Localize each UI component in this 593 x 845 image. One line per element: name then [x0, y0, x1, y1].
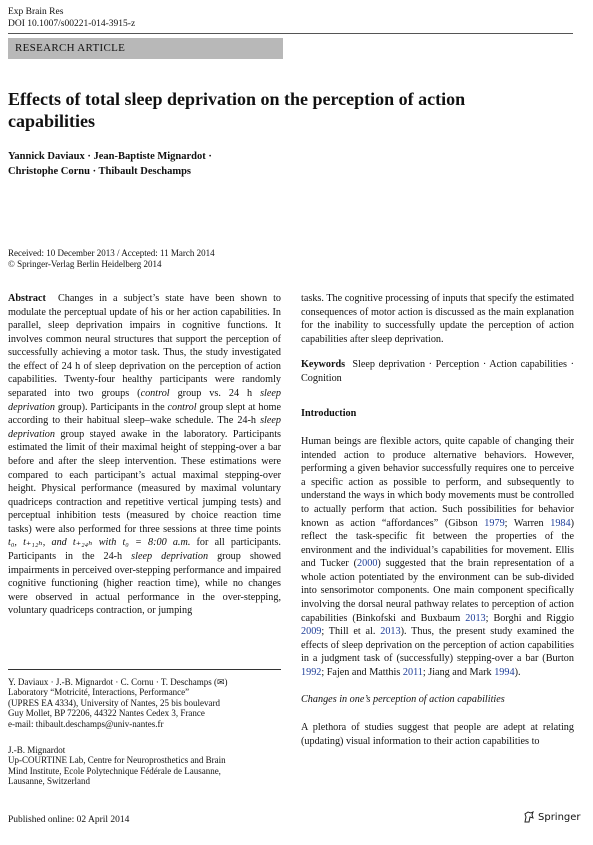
copyright: © Springer-Verlag Berlin Heidelberg 2014 [8, 259, 162, 269]
received-date: Received: 10 December 2013 / Accepted: 11 March 2014 [8, 248, 215, 258]
publisher-name: Springer [538, 811, 581, 823]
header-rule [8, 33, 573, 34]
authors-line-1: Yannick Daviaux · Jean-Baptiste Mignardot · [8, 151, 212, 162]
authors-line-2: Christophe Cornu · Thibault Deschamps [8, 166, 192, 177]
journal-name: Exp Brain Res [8, 7, 64, 17]
authors [8, 149, 368, 179]
article-type-banner [8, 38, 283, 59]
publisher-logo [523, 811, 581, 823]
introduction-paragraph: Human beings are flexible actors, quite capable of changing their intended action to produce alternative behaviors. However, performing a given behavior successfully requires one to perceive a specific action as possible to perform, and subsequently to understand the ways in which body movements must be controlled to actually perform that action. Such possibilities for behavior known as action “affordances” (Gibson 1979; Warren 1984) reflect the task-specific fit between the properties of the environment and the individual’s capabilities for movement. Ellis and Tucker (2000) suggested that the brain representation of a whole action potentiated by the environment can be sub-divided into sensorimotor components. One main component specifically involving the dorsal neural pathway relates to perception of action capabilities (Binkofski and Buxbaum 2013; Borghi and Riggio 2009; Thill et al. 2013). Thus, the present study examined the effects of sleep deprivation on the perception of action capabilities in a judgment task of (successfully) stepping-over a bar (Burton 1992; Fajen and Matthis 2011; Jiang and Mark 1994). [301, 436, 575, 678]
author-email[interactable]: e-mail: thibault.deschamps@univ-nantes.fr [8, 718, 164, 729]
doi[interactable]: DOI 10.1007/s00221-014-3915-z [8, 19, 136, 29]
article-dates [8, 248, 215, 270]
citation-link[interactable]: 2009 [301, 626, 322, 638]
citation-link[interactable]: 1984 [550, 517, 571, 529]
footnote-rule [8, 669, 281, 670]
subsection-heading: Changes in one’s perception of action capabilities [301, 694, 505, 706]
citation-link[interactable]: 2013 [380, 626, 401, 638]
citation-link[interactable]: 1992 [301, 666, 322, 678]
abstract-continued: tasks. The cognitive processing of inputs that specify the estimated consequences of motor action is discussed as the main explanation for the inability to successfully update the perception of action capabilities after sleep deprivation. [301, 293, 574, 345]
citation-link[interactable]: 2000 [357, 558, 378, 570]
abstract-label: Abstract [8, 293, 46, 304]
article-type: RESEARCH ARTICLE [15, 42, 126, 54]
subsection-paragraph: A plethora of studies suggest that people are adept at relating (updating) visual information to their action capabilities to [301, 722, 574, 747]
published-date: Published online: 02 April 2014 [8, 815, 130, 825]
right-column [301, 292, 574, 748]
introduction-heading: Introduction [301, 408, 357, 420]
affiliation-2: J.-B. Mignardot Up-COURTINE Lab, Centre for Neuroprosthetics and Brain Mind Institute, Ecole Polytechnique Fédérale de Lausanne, Lausanne, Switzerland [8, 745, 226, 787]
citation-link[interactable]: 2011 [402, 666, 423, 678]
keywords [301, 358, 574, 385]
keywords-label: Keywords [301, 359, 346, 371]
journal-header [8, 6, 135, 30]
abstract-paragraph: Abstract Changes in a subject’s state have been shown to modulate the perceptual update of his or her action capabilities. In parallel, sleep deprivation impairs in cognitive functions. It involves common neural structures that support the perception of successfully achieving a motor task. Thus, the study investigated the effect of 24 h of sleep deprivation on the perception of action capabilities. Twenty-four healthy participants were randomly separated into two groups (control group vs. 24 h sleep deprivation group). Participants in the control group slept at home according to their habitual sleep–wake schedule. The 24-h sleep deprivation group stayed awake in the laboratory. Participants estimated the limit of their maximal height of stepping-over a bar before and after the sleep intervention. These estimations were compared to each participant’s actual maximal stepping-over height. Physical performance (measured by maximal voluntary quadriceps contraction and repetitive vertical jumping tests) and perceptual inhibition tests (measured by choice reaction time tasks) were also performed for three sessions at three time points t₀, t₊₁₂ₕ, and t₊₂₄ₕ with t₀ = 8:00 a.m. for all participants. Participants in the 24-h sleep deprivation group showed impairments in perceived over-stepping performance and impaired cognitive functioning (higher reaction time), while no changes were observed in actual performance in the over-stepping, voluntary quadriceps contraction, or jumping [8, 293, 282, 617]
article-title: Effects of total sleep deprivation on the perception of action capabilities [8, 89, 466, 131]
citation-link[interactable]: 1994 [494, 666, 515, 678]
springer-horse-icon [523, 811, 535, 823]
citation-link[interactable]: 2013 [465, 612, 486, 624]
affiliation-1: Y. Daviaux · J.-B. Mignardot · C. Cornu · T. Deschamps (✉) Laboratory “Motricité, Interactions, Performance” (UPRES EA 4334), University of Nantes, 25 bis boulevard Guy Mollet, BP 72206, 44322 Nantes Cedex 3, France e-mail: thibault.deschamps@univ-nantes.fr [8, 677, 281, 729]
keywords-text: Sleep deprivation · Perception · Action capabilities · Cognition [301, 359, 575, 384]
left-column [8, 292, 281, 618]
citation-link[interactable]: 1979 [484, 517, 505, 529]
